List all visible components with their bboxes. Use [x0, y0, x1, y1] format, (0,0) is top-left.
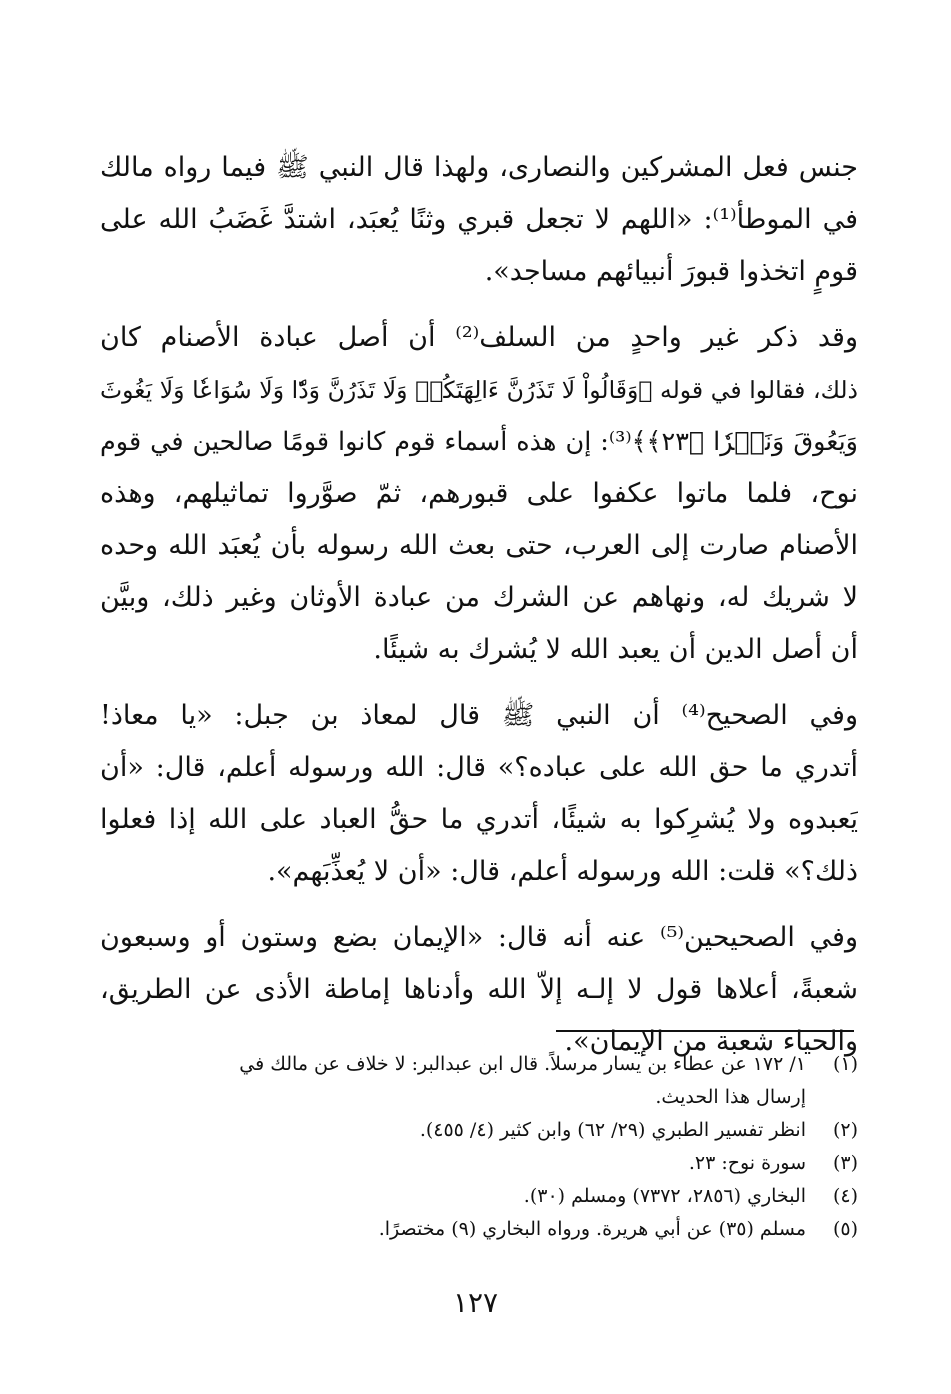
footnote: [100, 1048, 858, 1114]
footnote-text: [100, 1213, 806, 1246]
text-line: قومٍ اتخذوا قبورَ أنبيائهم مساجد».: [484, 256, 858, 287]
footnote-line: مسلم (٣٥) عن أبي هريرة. ورواه البخاري (٩) مختصرًا.: [378, 1218, 806, 1240]
footnote-separator: [556, 1030, 854, 1032]
text-line: جنس فعل المشركين والنصارى، ولهذا قال النبي ﷺ فيما رواه مالك: [100, 152, 858, 183]
text-line: في الموطأ⁽¹⁾: «اللهم لا تجعل قبري وثنًا يُعبَد، اشتدَّ غَضَبُ الله على: [100, 204, 858, 235]
text-line: ذلك؟» قلت: الله ورسوله أعلم، قال: «أن لا يُعذِّبَهم».: [267, 856, 858, 887]
text-line: والحياء شعبة من الإيمان».: [564, 1026, 858, 1057]
footnote-text: [100, 1048, 806, 1114]
paragraph: [100, 312, 858, 676]
text-line: شعبةً، أعلاها قول لا إلـه إلاّ الله وأدناها إماطة الأذى عن الطريق،: [100, 974, 858, 1005]
footnote-line: البخاري (٢٨٥٦، ٧٣٧٢) ومسلم (٣٠).: [523, 1185, 806, 1207]
text-line: الأصنام صارت إلى العرب، حتى بعث الله رسوله بأن يُعبَد الله وحده: [100, 530, 858, 561]
footnote: [100, 1213, 858, 1246]
footnote-line: إرسال هذا الحديث.: [655, 1086, 806, 1108]
footnote-number: (٤): [832, 1185, 858, 1207]
footnote-number: (١): [832, 1053, 858, 1075]
paragraph: [100, 912, 858, 1068]
quran-verse-line: ذلك، فقالوا في قوله ﴿وَقَالُواْ لَا تَذَرُنَّ ءَالِهَتَكُمۡ وَلَا تَذَرُنَّ وَدّٗا وَلَا سُوَاعٗا وَلَا يَغُوثَ: [100, 376, 858, 404]
footnote: [100, 1147, 858, 1180]
paragraph: [100, 142, 858, 298]
footnote: [100, 1180, 858, 1213]
footnote-number: (٥): [832, 1218, 858, 1240]
text-line: وفي الصحيحين⁽⁵⁾ عنه أنه قال: «الإيمان بضع وستون أو وسبعون: [100, 922, 858, 953]
text-line: وقد ذكر غير واحدٍ من السلف⁽²⁾ أن أصل عبادة الأصنام كان: [100, 322, 858, 353]
page-number: ١٢٧: [452, 1286, 499, 1319]
text-line: أن أصل الدين أن يعبد الله لا يُشرك به شيئًا.: [373, 634, 858, 665]
paragraph: [100, 690, 858, 898]
footnote-text: [100, 1114, 806, 1147]
footnote-line: ١/ ١٧٢ عن عطاء بن يسار مرسلاً. قال ابن عبدالبر: لا خلاف عن مالك في: [239, 1053, 806, 1075]
text-line: وفي الصحيح⁽⁴⁾ أن النبي ﷺ قال لمعاذ بن جبل: «يا معاذ!: [100, 700, 858, 731]
footnote-line: انظر تفسير الطبري (٢٩/ ٦٢) وابن كثير (٤/ ٤٥٥).: [419, 1119, 806, 1141]
footnotes: [100, 1048, 858, 1246]
text-line: نوح، فلما ماتوا عكفوا على قبورهم، ثمّ صوَّروا تماثيلهم، وهذه: [100, 478, 858, 509]
footnote-text: [100, 1180, 806, 1213]
quran-verse-line: وَيَعُوقَ وَنَسۡرٗا ﴿٢٣﴾﴾⁽³⁾: إن هذه أسماء قوم كانوا قومًا صالحين في قوم: [100, 427, 858, 457]
text-line: أتدري ما حق الله على عباده؟» قال: الله ورسوله أعلم، قال: «أن: [100, 752, 858, 783]
text-line: يَعبدوه ولا يُشرِكوا به شيئًا، أتدري ما حقُّ العباد على الله إذا فعلوا: [100, 804, 858, 835]
page-body: [100, 142, 858, 1082]
footnote: [100, 1114, 858, 1147]
footnote-text: [100, 1147, 806, 1180]
text-line: لا شريك له، ونهاهم عن الشرك من عبادة الأوثان وغير ذلك، وبيَّن: [100, 582, 858, 613]
footnote-line: سورة نوح: ٢٣.: [688, 1152, 806, 1174]
footnote-number: (٣): [832, 1152, 858, 1174]
footnote-number: (٢): [832, 1119, 858, 1141]
